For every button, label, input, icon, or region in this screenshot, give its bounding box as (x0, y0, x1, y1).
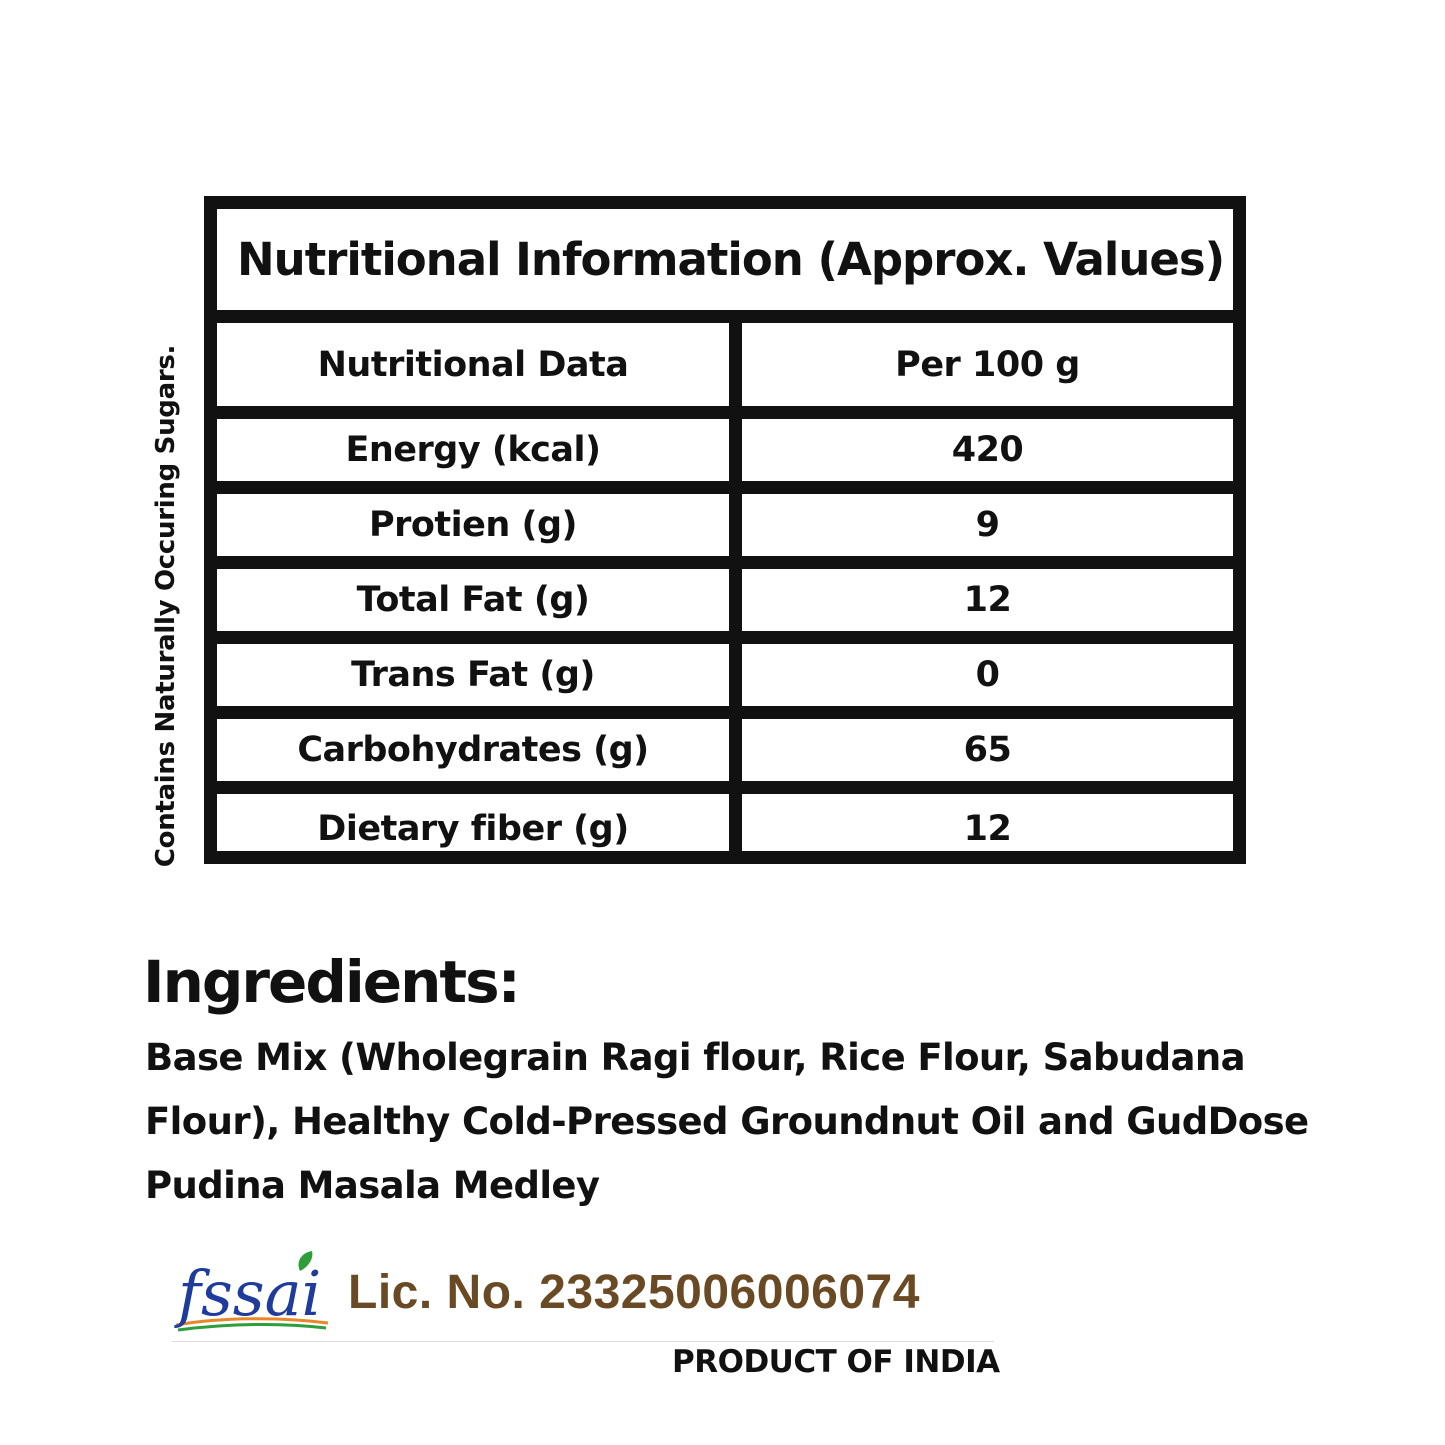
nutrition-table (204, 196, 1246, 864)
table-row (217, 569, 1233, 644)
nutrition-title: Nutritional Information (Approx. Values) (217, 209, 1233, 323)
product-origin: PRODUCT OF INDIA (672, 1344, 1000, 1380)
row-label-cell: Dietary fiber (g) (217, 794, 742, 864)
ingredients-text: Base Mix (Wholegrain Ragi flour, Rice Flour, Sabudana Flour), Healthy Cold-Pressed Groundnut Oil and GudDose Pudina Masala Medley (145, 1036, 1309, 1207)
row-value-cell: 12 (963, 580, 1012, 620)
row-value-cell: 9 (975, 505, 1000, 545)
fssai-license-number: Lic. No. 23325006006074 (348, 1266, 920, 1319)
row-value-cell: 420 (951, 430, 1024, 470)
row-label-cell: Total Fat (g) (217, 569, 742, 631)
table-row (217, 419, 1233, 494)
row-value-cell: 12 (963, 809, 1012, 849)
nutrition-header-row (217, 323, 1233, 419)
row-value-cell: 0 (975, 655, 1000, 695)
row-value-cell: 65 (963, 730, 1012, 770)
fssai-logo-text: fssai (178, 1257, 322, 1330)
fssai-logo-icon (172, 1245, 332, 1341)
row-label-cell: Energy (kcal) (217, 419, 742, 481)
nutrition-rows (217, 323, 1233, 851)
fssai-license-block (172, 1245, 994, 1342)
row-label-cell: Carbohydrates (g) (217, 719, 742, 781)
table-row (217, 644, 1233, 719)
header-label-cell: Nutritional Data (217, 323, 742, 406)
header-value-cell: Per 100 g (895, 344, 1080, 385)
row-label-cell: Protien (g) (217, 494, 742, 556)
row-label-cell: Trans Fat (g) (217, 644, 742, 706)
ingredients-heading: Ingredients: (143, 948, 519, 1016)
table-row (217, 794, 1233, 864)
table-row (217, 719, 1233, 794)
table-row (217, 494, 1233, 569)
sugar-side-note: Contains Naturally Occuring Sugars. (151, 344, 181, 868)
